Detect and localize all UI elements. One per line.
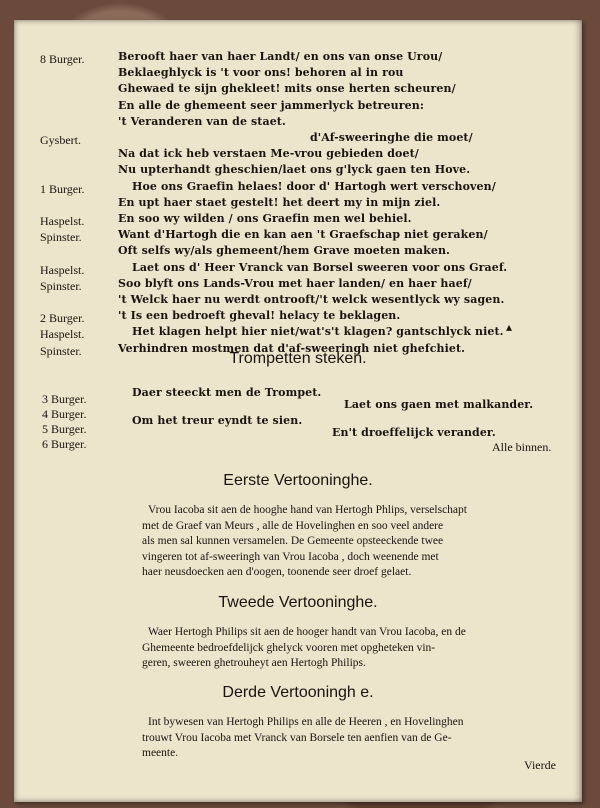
verse-line: En soo wy wilden / ons Graefin men wel behiel.	[118, 212, 412, 225]
verse-line: En't droeffelijck verander.	[332, 426, 496, 439]
prose-line: als men sal kunnen versamelen. De Gemeente opsteeckende twee	[142, 535, 444, 547]
verse-line: Het klagen helpt hier niet/wat's't klagen? gantschlyck niet.	[132, 325, 504, 339]
verse-line: Hoe ons Graefin helaes! door d' Hartogh wert verschoven/	[132, 179, 496, 193]
verse-line: Want d'Hartogh die en kan aen 't Graefschap niet geraken/	[118, 228, 488, 242]
prose-line: geren, sweeren ghetrouheyt aen Hertogh Philips.	[142, 657, 366, 669]
verse-line: En upt haer staet gestelt! het deert my in mijn ziel.	[118, 195, 441, 209]
speaker-label: Spinster.	[40, 278, 82, 293]
stage-direction-trumpets: Trompetten steken.	[229, 350, 367, 367]
verse-line: 't Welck haer nu werdt ontrooft/'t welck wesentlyck wy sagen.	[118, 293, 505, 306]
verse-line: Beklaeghlyck is 't voor ons! behoren al in rou	[118, 66, 404, 80]
verse-line: 't Veranderen van de staet.	[118, 114, 286, 128]
speaker-label: 3 Burger.	[42, 392, 87, 406]
verse-line: Na dat ick heb verstaen Me-vrou gebieden doet/	[118, 147, 419, 161]
verse-line: Laet ons d' Heer Vranck van Borsel sweeren voor ons Graef.	[132, 260, 508, 274]
prose-line: met de Graef van Meurs , alle de Hovelinghen en soo veel andere	[142, 519, 444, 532]
speaker-label: 6 Burger.	[42, 437, 87, 451]
prose-line: Waer Hertogh Philips sit aen de hooger handt van Vrou Iacoba, en de	[148, 626, 466, 638]
speaker-label: Gysbert.	[40, 133, 81, 147]
prose-line: meente.	[142, 747, 179, 759]
catchword: Vierde	[524, 758, 556, 772]
prose-line: Ghemeente bedroefdelijck ghelyck vooren met opgheteken vin-	[142, 641, 436, 654]
speaker-label: Spinster.	[40, 230, 82, 245]
verse-line: Verhindren mostmen dat d'af-sweeringh niet ghefchiet.	[118, 341, 466, 355]
prose-line: Int bywesen van Hertogh Philips en alle de Heeren , en Hovelinghen	[148, 716, 464, 728]
verse-line: Ghewaed te sijn ghekleet! mits onse herten scheuren/	[118, 82, 456, 96]
verse-line: Nu upterhandt gheschien/laet ons g'lyck gaen ten Hove.	[118, 163, 471, 177]
scene-heading-2: Tweede Vertooninghe.	[218, 594, 378, 611]
verse-line: Berooft haer van haer Landt/ en ons van onse Urou/	[118, 50, 443, 63]
prose-line: trouwt Vrou Iacoba met Vranck van Borsele ten aenfien van de Ge-	[142, 731, 452, 744]
verse-line: Soo blyft ons Lands-Vrou met haer landen/ en haer haef/	[118, 276, 472, 290]
prose-line: Vrou Iacoba sit aen de hooghe hand van Hertogh Phlips, verselschapt	[148, 504, 467, 516]
speaker-label: 5 Burger.	[42, 422, 87, 436]
speaker-label: 4 Burger.	[42, 407, 87, 421]
printer-mark-icon: ▴	[506, 320, 513, 334]
verse-line: Oft selfs wy/als ghemeent/hem Grave moeten maken.	[118, 244, 450, 258]
speaker-label: Spinster.	[40, 343, 82, 358]
speaker-label: Haspelst.	[40, 262, 85, 277]
verse-line: Laet ons gaen met malkander.	[344, 398, 534, 411]
speaker-label: 8 Burger.	[40, 52, 85, 66]
exit-direction: Alle binnen.	[492, 440, 552, 454]
speaker-label: 2 Burger.	[40, 311, 85, 326]
prose-line: vingeren tot af-sweeringh van Vrou Iacoba , doch weenende met	[142, 550, 439, 563]
scene-heading-3: Derde Vertooningh e.	[222, 684, 374, 701]
verse-line: d'Af-sweeringhe die moet/	[310, 131, 473, 144]
speaker-label: 1 Burger.	[40, 181, 85, 196]
verse-line: 't Is een bedroeft gheval! helacy te beklagen.	[118, 309, 401, 323]
scene-heading-1: Eerste Vertooninghe.	[223, 472, 373, 489]
prose-line: haer neusdoecken aen d'oogen, toonende seer droef gelaet.	[142, 566, 412, 578]
book-page	[14, 20, 582, 802]
verse-line: Daer steeckt men de Trompet.	[132, 386, 322, 399]
verse-line: En alle de ghemeent seer jammerlyck betreuren:	[118, 98, 425, 112]
verse-line: Om het treur eyndt te sien.	[132, 414, 303, 427]
speaker-label: Haspelst.	[40, 214, 85, 228]
speaker-label: Haspelst.	[40, 327, 85, 342]
